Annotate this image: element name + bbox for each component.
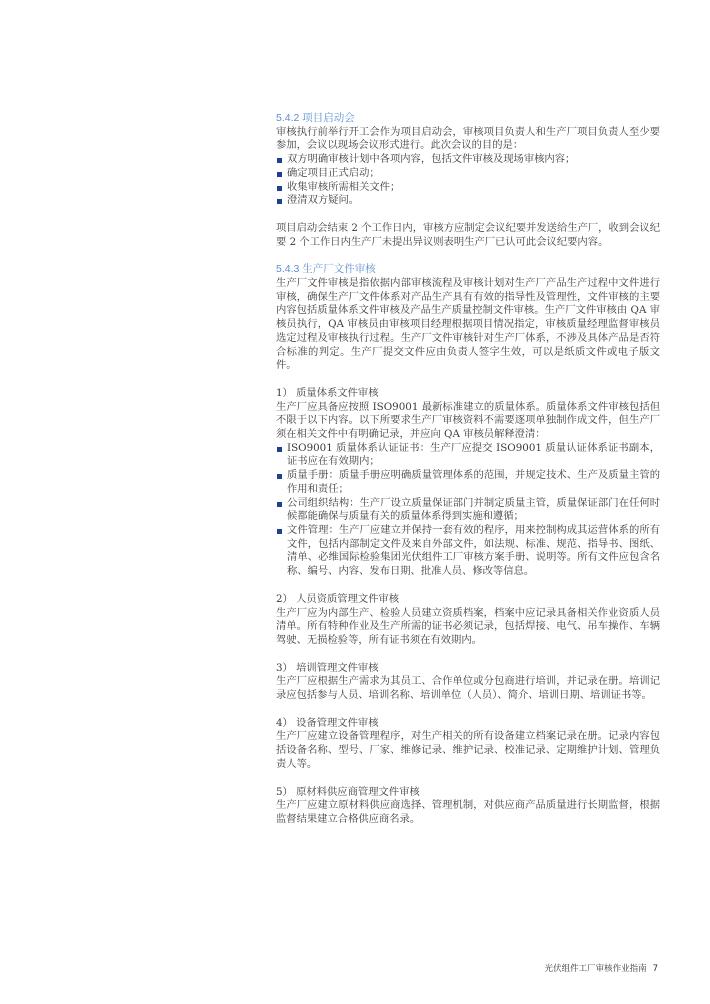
subsection-title-5: 5） 原材料供应商管理文件审核 bbox=[276, 785, 420, 798]
square-bullet-icon bbox=[277, 474, 282, 479]
square-bullet-icon bbox=[277, 199, 282, 204]
list-item: 质量手册：质量手册应明确质量管理体系的范围，并规定技术、生产及质量主管的作用和责任； bbox=[276, 469, 660, 496]
subsection-text-3: 生产厂应根据生产需求为其员工、合作单位或分包商进行培训，并记录在册。培训记录应包括参与人员、培训名称、培训单位（人员）、简介、培训日期、培训证书等。 bbox=[276, 675, 660, 702]
section-5-4-3-intro: 生产厂文件审核是指依据内部审核流程及审核计划对生产厂产品生产过程中文件进行审核，确保生产厂文件体系对产品生产具有有效的指导性及管理性，文件审核的主要内容包括质量体系文件审核及产品生产质量控制文件审核。生产厂文件审核由 QA 审核员执行，QA 审核员由审核项目经理根据项目情况指定，审核质量经理监督审核员选定过程及审核执行过程。生产厂文件审核针对生产厂体系，不涉及具体产品是否符合标准的判定。生产厂提交文件应由负责人签字生效，可以是纸质文件或电子版文件。 bbox=[276, 277, 660, 372]
square-bullet-icon bbox=[277, 186, 282, 191]
page-number: 7 bbox=[652, 964, 658, 974]
page-content bbox=[276, 112, 660, 827]
square-bullet-icon bbox=[277, 502, 282, 507]
list-item: 文件管理：生产厂应建立并保持一套有效的程序，用来控制构成其运营体系的所有文件，包括内部制定文件及来自外部文件，如法规、标准、规范、指导书、图纸、清单、必维国际检验集团光伏组件工厂审核方案手册、说明等。所有文件应包含名称、编号、内容、发布日期、批准人员、修改等信息。 bbox=[276, 524, 660, 579]
square-bullet-icon bbox=[277, 529, 282, 534]
section-5-4-2-bullet-list bbox=[276, 153, 660, 208]
spacer bbox=[276, 373, 660, 387]
section-5-4-2-closing: 项目启动会结束 2 个工作日内，审核方应制定会议纪要并发送给生产厂，收到会议纪要 2 个工作日内生产厂未提出异议则表明生产厂已认可此会议纪要内容。 bbox=[276, 221, 660, 248]
subsection-title-2: 2） 人员资质管理文件审核 bbox=[276, 592, 400, 605]
list-item: 双方明确审核计划中各项内容，包括文件审核及现场审核内容； bbox=[276, 153, 660, 167]
subsection-text-4: 生产厂应建立设备管理程序，对生产相关的所有设备建立档案记录在册。记录内容包括设备名称、型号、厂家、维修记录、维护记录、校准记录、定期维护计划、管理负责人等。 bbox=[276, 730, 660, 770]
subsection-title-4: 4） 设备管理文件审核 bbox=[276, 716, 379, 729]
spacer bbox=[276, 249, 660, 263]
list-item: ISO9001 质量体系认证证书：生产厂应提交 ISO9001 质量认证体系证书副本，证书应在有效期内； bbox=[276, 442, 660, 469]
spacer bbox=[276, 648, 660, 662]
spacer bbox=[276, 208, 660, 222]
subsection-text-5: 生产厂应建立原材料供应商选择、管理机制，对供应商产品质量进行长期监督，根据监督结果建立合格供应商名录。 bbox=[276, 799, 660, 825]
subsection-title-1: 1） 质量体系文件审核 bbox=[276, 386, 379, 399]
spacer bbox=[276, 772, 660, 786]
list-item: 确定项目正式启动； bbox=[276, 167, 660, 181]
section-heading-5-4-2: 5.4.2 项目启动会 bbox=[276, 112, 355, 124]
list-item: 澄清双方疑问。 bbox=[276, 194, 660, 208]
footer-title: 光伏组件工厂审核作业指南 bbox=[544, 964, 647, 974]
spacer bbox=[276, 703, 660, 717]
list-item: 公司组织结构：生产厂设立质量保证部门并制定质量主管，质量保证部门在任何时候都能确保与质量有关的质量体系得到实施和遵循； bbox=[276, 497, 660, 524]
page-footer bbox=[545, 962, 658, 974]
subsection-1-bullet-list bbox=[276, 442, 660, 579]
spacer bbox=[276, 579, 660, 593]
square-bullet-icon bbox=[277, 447, 282, 452]
list-item: 收集审核所需相关文件； bbox=[276, 181, 660, 195]
subsection-title-3: 3） 培训管理文件审核 bbox=[276, 661, 379, 674]
section-5-4-2-intro: 审核执行前举行开工会作为项目启动会，审核项目负责人和生产厂项目负责人至少要参加，会议以现场会议形式进行。此次会议的目的是： bbox=[276, 125, 660, 152]
section-heading-5-4-3: 5.4.3 生产厂文件审核 bbox=[276, 263, 376, 276]
square-bullet-icon bbox=[277, 172, 282, 177]
square-bullet-icon bbox=[277, 158, 282, 163]
subsection-text-2: 生产厂应为内部生产、检验人员建立资质档案，档案中应记录具备相关作业资质人员清单。所有特种作业及生产所需的证书必须记录，包括焊接、电气、吊车操作、车辆驾驶、无损检验等，所有证书须在有效期内。 bbox=[276, 606, 660, 646]
subsection-text-1: 生产厂应具备应按照 ISO9001 最新标准建立的质量体系。质量体系文件审核包括但不限于以下内容。以下所要求生产厂审核资料不需要逐项单独制作成文件，但生产厂须在相关文件中有明确记录，并应向 QA 审核员解释澄清： bbox=[276, 400, 660, 441]
